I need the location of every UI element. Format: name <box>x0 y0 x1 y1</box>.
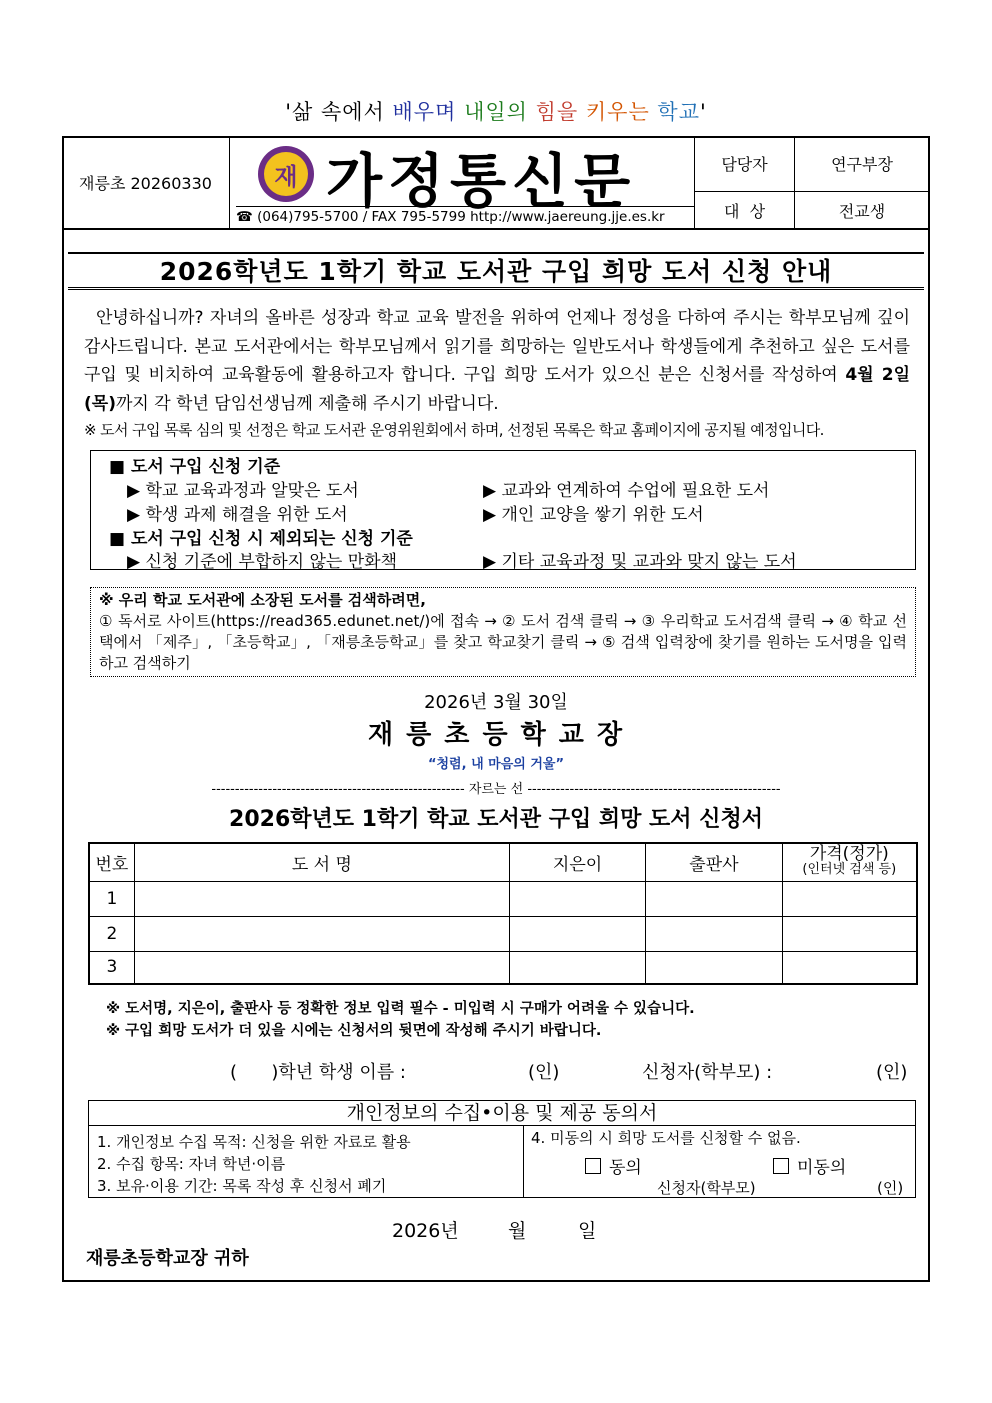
intro-text-after: 까지 각 학년 담임선생님께 제출해 주시기 바랍니다. <box>115 393 499 414</box>
motto-quote-open: ' <box>285 100 292 124</box>
consent-applicant-label: 신청자(학부모) <box>657 1179 756 1197</box>
motto-word-1: 삶 속에서 <box>292 100 385 124</box>
student-seal: (인) <box>528 1062 560 1083</box>
principal-name: 재 릉 초 등 학 교 장 <box>367 720 625 750</box>
issue-date: 2026년 3월 30일 <box>424 692 568 713</box>
footer-day: 일 <box>578 1220 597 1242</box>
form-note: ※ 구입 희망 도서가 더 있을 시에는 신청서의 뒷면에 작성해 주시기 바랍니다. <box>106 1023 602 1039</box>
table-row <box>89 881 917 916</box>
logo-area <box>230 136 694 228</box>
consent-item-4: 4. 미동의 시 희망 도서를 신청할 수 없음. <box>531 1129 801 1147</box>
motto-word-4: 힘을 <box>535 100 579 124</box>
publisher-cell[interactable] <box>646 881 782 916</box>
newsletter-title: 가정통신문 <box>326 147 637 215</box>
disagree-option[interactable] <box>773 1153 846 1178</box>
document-number: 재릉초 20260330 <box>62 136 230 228</box>
seal-character: 재 <box>274 161 298 191</box>
staff-label: 담당자 <box>695 136 795 192</box>
target-value: 전교생 <box>838 201 886 221</box>
form-title: 2026학년도 1학기 학교 도서관 구입 희망 도서 신청서 <box>229 807 763 832</box>
price-label: 가격(정가) <box>809 844 889 865</box>
motto-word-5: 키우는 <box>585 100 650 124</box>
exclusion-item: ▶ 기타 교육과정 및 교과와 맞지 않는 도서 <box>483 552 797 572</box>
parent-name-label: 신청자(학부모) : <box>642 1062 773 1083</box>
agree-checkbox[interactable] <box>585 1158 601 1174</box>
exclusion-heading: ■ 도서 구입 신청 시 제외되는 신청 기준 <box>109 529 413 549</box>
consent-box <box>88 1100 916 1198</box>
integrity-slogan: “청렴, 내 마음의 거울” <box>427 757 565 772</box>
consent-title: 개인정보의 수집•이용 및 제공 동의서 <box>89 1101 915 1126</box>
price-cell[interactable] <box>782 951 917 984</box>
criteria-heading: ■ 도서 구입 신청 기준 <box>109 457 281 477</box>
search-heading: ※ 우리 학교 도서관에 소장된 도서를 검색하려면, <box>99 591 426 609</box>
table-row <box>89 951 917 984</box>
title-cell[interactable] <box>134 951 509 984</box>
header-title: 도 서 명 <box>134 843 509 881</box>
newsletter-header <box>62 136 930 230</box>
price-cell[interactable] <box>782 881 917 916</box>
title-cell[interactable] <box>134 881 509 916</box>
motto-word-2: 배우며 <box>392 100 457 124</box>
consent-divider <box>523 1125 524 1197</box>
staff-value: 연구부장 <box>795 136 929 192</box>
motto-quote-close: ' <box>700 100 707 124</box>
deadline: 4월 2일(목) <box>84 365 910 414</box>
author-cell[interactable] <box>509 916 645 951</box>
criteria-item: ▶ 교과와 연계하여 수업에 필요한 도서 <box>483 481 770 501</box>
parent-seal: (인) <box>876 1062 908 1083</box>
consent-item-2: 2. 수집 항목: 자녀 학년·이름 <box>97 1155 286 1173</box>
consent-seal: (인) <box>877 1179 904 1197</box>
disagree-checkbox[interactable] <box>773 1158 789 1174</box>
disagree-label: 미동의 <box>797 1158 847 1178</box>
staff-table <box>694 136 928 228</box>
criteria-item: ▶ 학교 교육과정과 알맞은 도서 <box>127 481 359 501</box>
author-cell[interactable] <box>509 951 645 984</box>
consent-item-3: 3. 보유·이용 기간: 목록 작성 후 신청서 폐기 <box>97 1177 387 1195</box>
intro-paragraph <box>84 304 910 418</box>
header-price <box>782 843 917 881</box>
footer-year: 2026년 <box>392 1220 459 1242</box>
title-cell[interactable] <box>134 916 509 951</box>
recipient: 재릉초등학교장 귀하 <box>86 1248 249 1269</box>
header-author: 지은이 <box>509 843 645 881</box>
library-search-box <box>90 587 916 677</box>
row-number: 1 <box>89 881 134 916</box>
publisher-cell[interactable] <box>646 916 782 951</box>
author-cell[interactable] <box>509 881 645 916</box>
row-number: 2 <box>89 916 134 951</box>
agree-option[interactable] <box>585 1153 642 1178</box>
table-row <box>89 916 917 951</box>
form-note: ※ 도서명, 지은이, 출판사 등 정확한 정보 입력 필수 - 미입력 시 구매가 어려울 수 있습니다. <box>106 1001 695 1017</box>
criteria-item: ▶ 학생 과제 해결을 위한 도서 <box>127 505 348 525</box>
motto-word-3: 내일의 <box>464 100 528 124</box>
table-header-row <box>89 843 917 881</box>
cut-line: ------------------------------------------------------ 자르는 선 ------------------------------------------------------ <box>211 782 781 797</box>
request-table <box>88 842 918 985</box>
exclusion-item: ▶ 신청 기준에 부합하지 않는 만화책 <box>127 552 398 572</box>
notice-title: 2026학년도 1학기 학교 도서관 구입 희망 도서 신청 안내 <box>68 252 924 290</box>
header-no: 번호 <box>89 843 134 881</box>
selection-note: ※ 도서 구입 목록 심의 및 선정은 학교 도서관 운영위원회에서 하며, 선정된 목록은 학교 홈페이지에 공지될 예정입니다. <box>84 421 824 439</box>
school-seal-icon <box>258 146 314 202</box>
consent-item-1: 1. 개인정보 수집 목적: 신청을 위한 자료로 활용 <box>97 1133 411 1151</box>
price-cell[interactable] <box>782 916 917 951</box>
intro-text-before: 안녕하십니까? 자녀의 올바른 성장과 학교 교육 발전을 위하여 언제나 정성을 다하여 주시는 학부모님께 깊이 감사드립니다. 본교 도서관에서는 학부모님께서 읽기를 희망하는 일반도서나 학생들에게 추천하고 싶은 도서를 구입 및 비치하여 교육활동에 활용하고자 합니다. 구입 희망 도서가 있으신 분은 신청서를 작성하여 <box>84 308 910 385</box>
price-sub: (인터넷 검색 등) <box>802 862 897 878</box>
row-number: 3 <box>89 951 134 984</box>
criteria-item: ▶ 개인 교양을 쌓기 위한 도서 <box>483 505 704 525</box>
footer-month: 월 <box>508 1220 527 1242</box>
search-steps: ① 독서로 사이트(https://read365.edunet.net/)에 접속 → ② 도서 검색 클릭 → ③ 우리학교 도서검색 클릭 → ④ 학교 선택에서 「제주」, 「초등학교」, 「재릉초등학교」를 찾고 학교찾기 클릭 → ⑤ 검색 입력창에 찾기를 원하는 도서명을 입력하고 검색하기 <box>99 612 907 672</box>
school-motto <box>0 96 992 126</box>
agree-label: 동의 <box>609 1158 642 1178</box>
header-publisher: 출판사 <box>646 843 782 881</box>
target-label: 대 상 <box>695 192 795 228</box>
publisher-cell[interactable] <box>646 951 782 984</box>
contact-info: ☎ (064)795-5700 / FAX 795-5799 http://www.jaereung.jje.es.kr <box>236 206 694 225</box>
motto-word-6: 학교 <box>657 100 700 124</box>
student-name-label: ( )학년 학생 이름 : <box>230 1062 406 1083</box>
criteria-box <box>90 450 916 570</box>
